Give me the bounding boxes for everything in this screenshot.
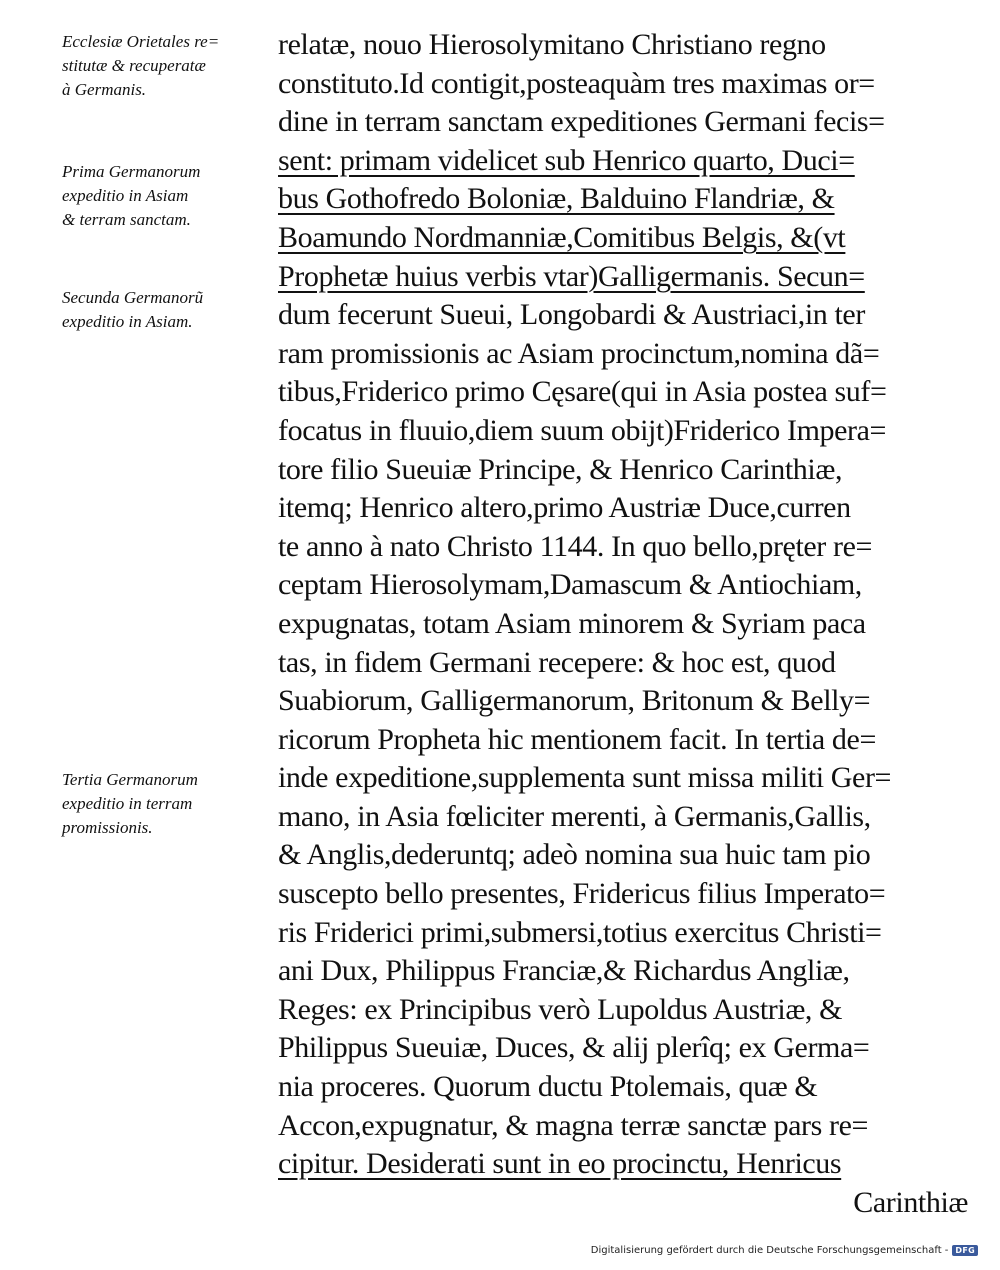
margin-note-line: Ecclesiæ Orietales re= <box>62 32 220 51</box>
text-line: sent: primam videlicet sub Henrico quarto, Duci= <box>278 143 855 177</box>
margin-note-line: expeditio in terram <box>62 794 193 813</box>
text-line: itemq; Henrico altero,primo Austriæ Duce,curren <box>278 491 851 525</box>
text-line: & Anglis,dederuntq; adeò nomina sua huic tam pio <box>278 838 871 872</box>
text-line: dine in terram sanctam expeditiones Germani fecis= <box>278 105 885 139</box>
text-line: relatæ, nouo Hierosolymitano Christiano regno <box>278 28 826 61</box>
text-line: expugnatas, totam Asiam minorem & Syriam paca <box>278 606 866 640</box>
text-line: Accon,expugnatur, & magna terræ sanctæ pars re= <box>278 1108 869 1142</box>
text-line: tibus,Friderico primo Cęsare(qui in Asia postea suf= <box>278 375 887 409</box>
margin-note-third-expedition <box>62 768 198 840</box>
text-line: ricorum Propheta hic mentionem facit. In tertia de= <box>278 722 876 756</box>
text-line: nia proceres. Quorum ductu Ptolemais, quæ & <box>278 1070 818 1104</box>
margin-note-line: expeditio in Asiam. <box>62 312 193 331</box>
margin-note-line: & terram sanctam. <box>62 210 191 229</box>
text-line: tore filio Sueuiæ Principe, & Henrico Carinthiæ, <box>278 452 843 486</box>
text-line: constituto.Id contigit,posteaquàm tres maximas or= <box>278 66 875 100</box>
text-line: ris Friderici primi,submersi,totius exercitus Christi= <box>278 915 882 949</box>
text-line: ram promissionis ac Asiam procinctum,nomina dã= <box>278 336 880 370</box>
margin-note-line: Prima Germanorum <box>62 162 201 181</box>
text-line: inde expeditione,supplementa sunt missa militi Ger= <box>278 761 892 795</box>
margin-note-first-expedition <box>62 160 200 232</box>
margin-note-line: Tertia Germanorum <box>62 770 198 789</box>
text-line: Suabiorum, Galligermanorum, Britonum & Belly= <box>278 684 871 718</box>
text-line: cipitur. Desiderati sunt in eo procinctu, Henricus <box>278 1147 842 1181</box>
text-line: Prophetæ huius verbis vtar)Galligermanis. Secun= <box>278 259 865 293</box>
text-line: mano, in Asia fœliciter merenti, à Germanis,Gallis, <box>278 799 871 833</box>
text-line: Philippus Sueuiæ, Duces, & alij plerîq; ex Germa= <box>278 1031 870 1065</box>
margin-note-second-expedition <box>62 286 203 334</box>
dfg-logo-icon: DFG <box>952 1245 978 1256</box>
credit-text: Digitalisierung gefördert durch die Deutsche Forschungsgemeinschaft - <box>590 1245 949 1256</box>
text-line: ceptam Hierosolymam,Damascum & Antiochiam, <box>278 568 862 602</box>
margin-note-line: Secunda Germanorũ <box>62 288 204 307</box>
digitization-credit <box>591 1245 978 1256</box>
text-line: tas, in fidem Germani recepere: & hoc est, quod <box>278 645 836 679</box>
catchword: Carinthiæ <box>853 1185 968 1219</box>
text-line: te anno à nato Christo 1144. In quo bello,pręter re= <box>278 529 873 563</box>
text-line: suscepto bello presentes, Fridericus filius Imperato= <box>278 877 886 911</box>
text-line: dum fecerunt Sueui, Longobardi & Austriaci,in ter <box>278 298 865 332</box>
text-line: focatus in fluuio,diem suum obijt)Friderico Impera= <box>278 413 887 447</box>
text-line: ani Dux, Philippus Franciæ,& Richardus Angliæ, <box>278 954 850 988</box>
text-line: Boamundo Nordmanniæ,Comitibus Belgis, &(vt <box>278 220 846 254</box>
main-text-block <box>278 26 978 1222</box>
margin-note-line: promissionis. <box>62 818 153 837</box>
text-line: bus Gothofredo Boloniæ, Balduino Flandriæ, & <box>278 182 835 216</box>
margin-note-line: à Germanis. <box>62 80 147 99</box>
margin-note-line: expeditio in Asiam <box>62 186 189 205</box>
text-line: Reges: ex Principibus verò Lupoldus Austriæ, & <box>278 992 843 1026</box>
margin-note-line: stitutæ & recuperatæ <box>62 56 206 75</box>
margin-note-restitution <box>62 30 219 102</box>
